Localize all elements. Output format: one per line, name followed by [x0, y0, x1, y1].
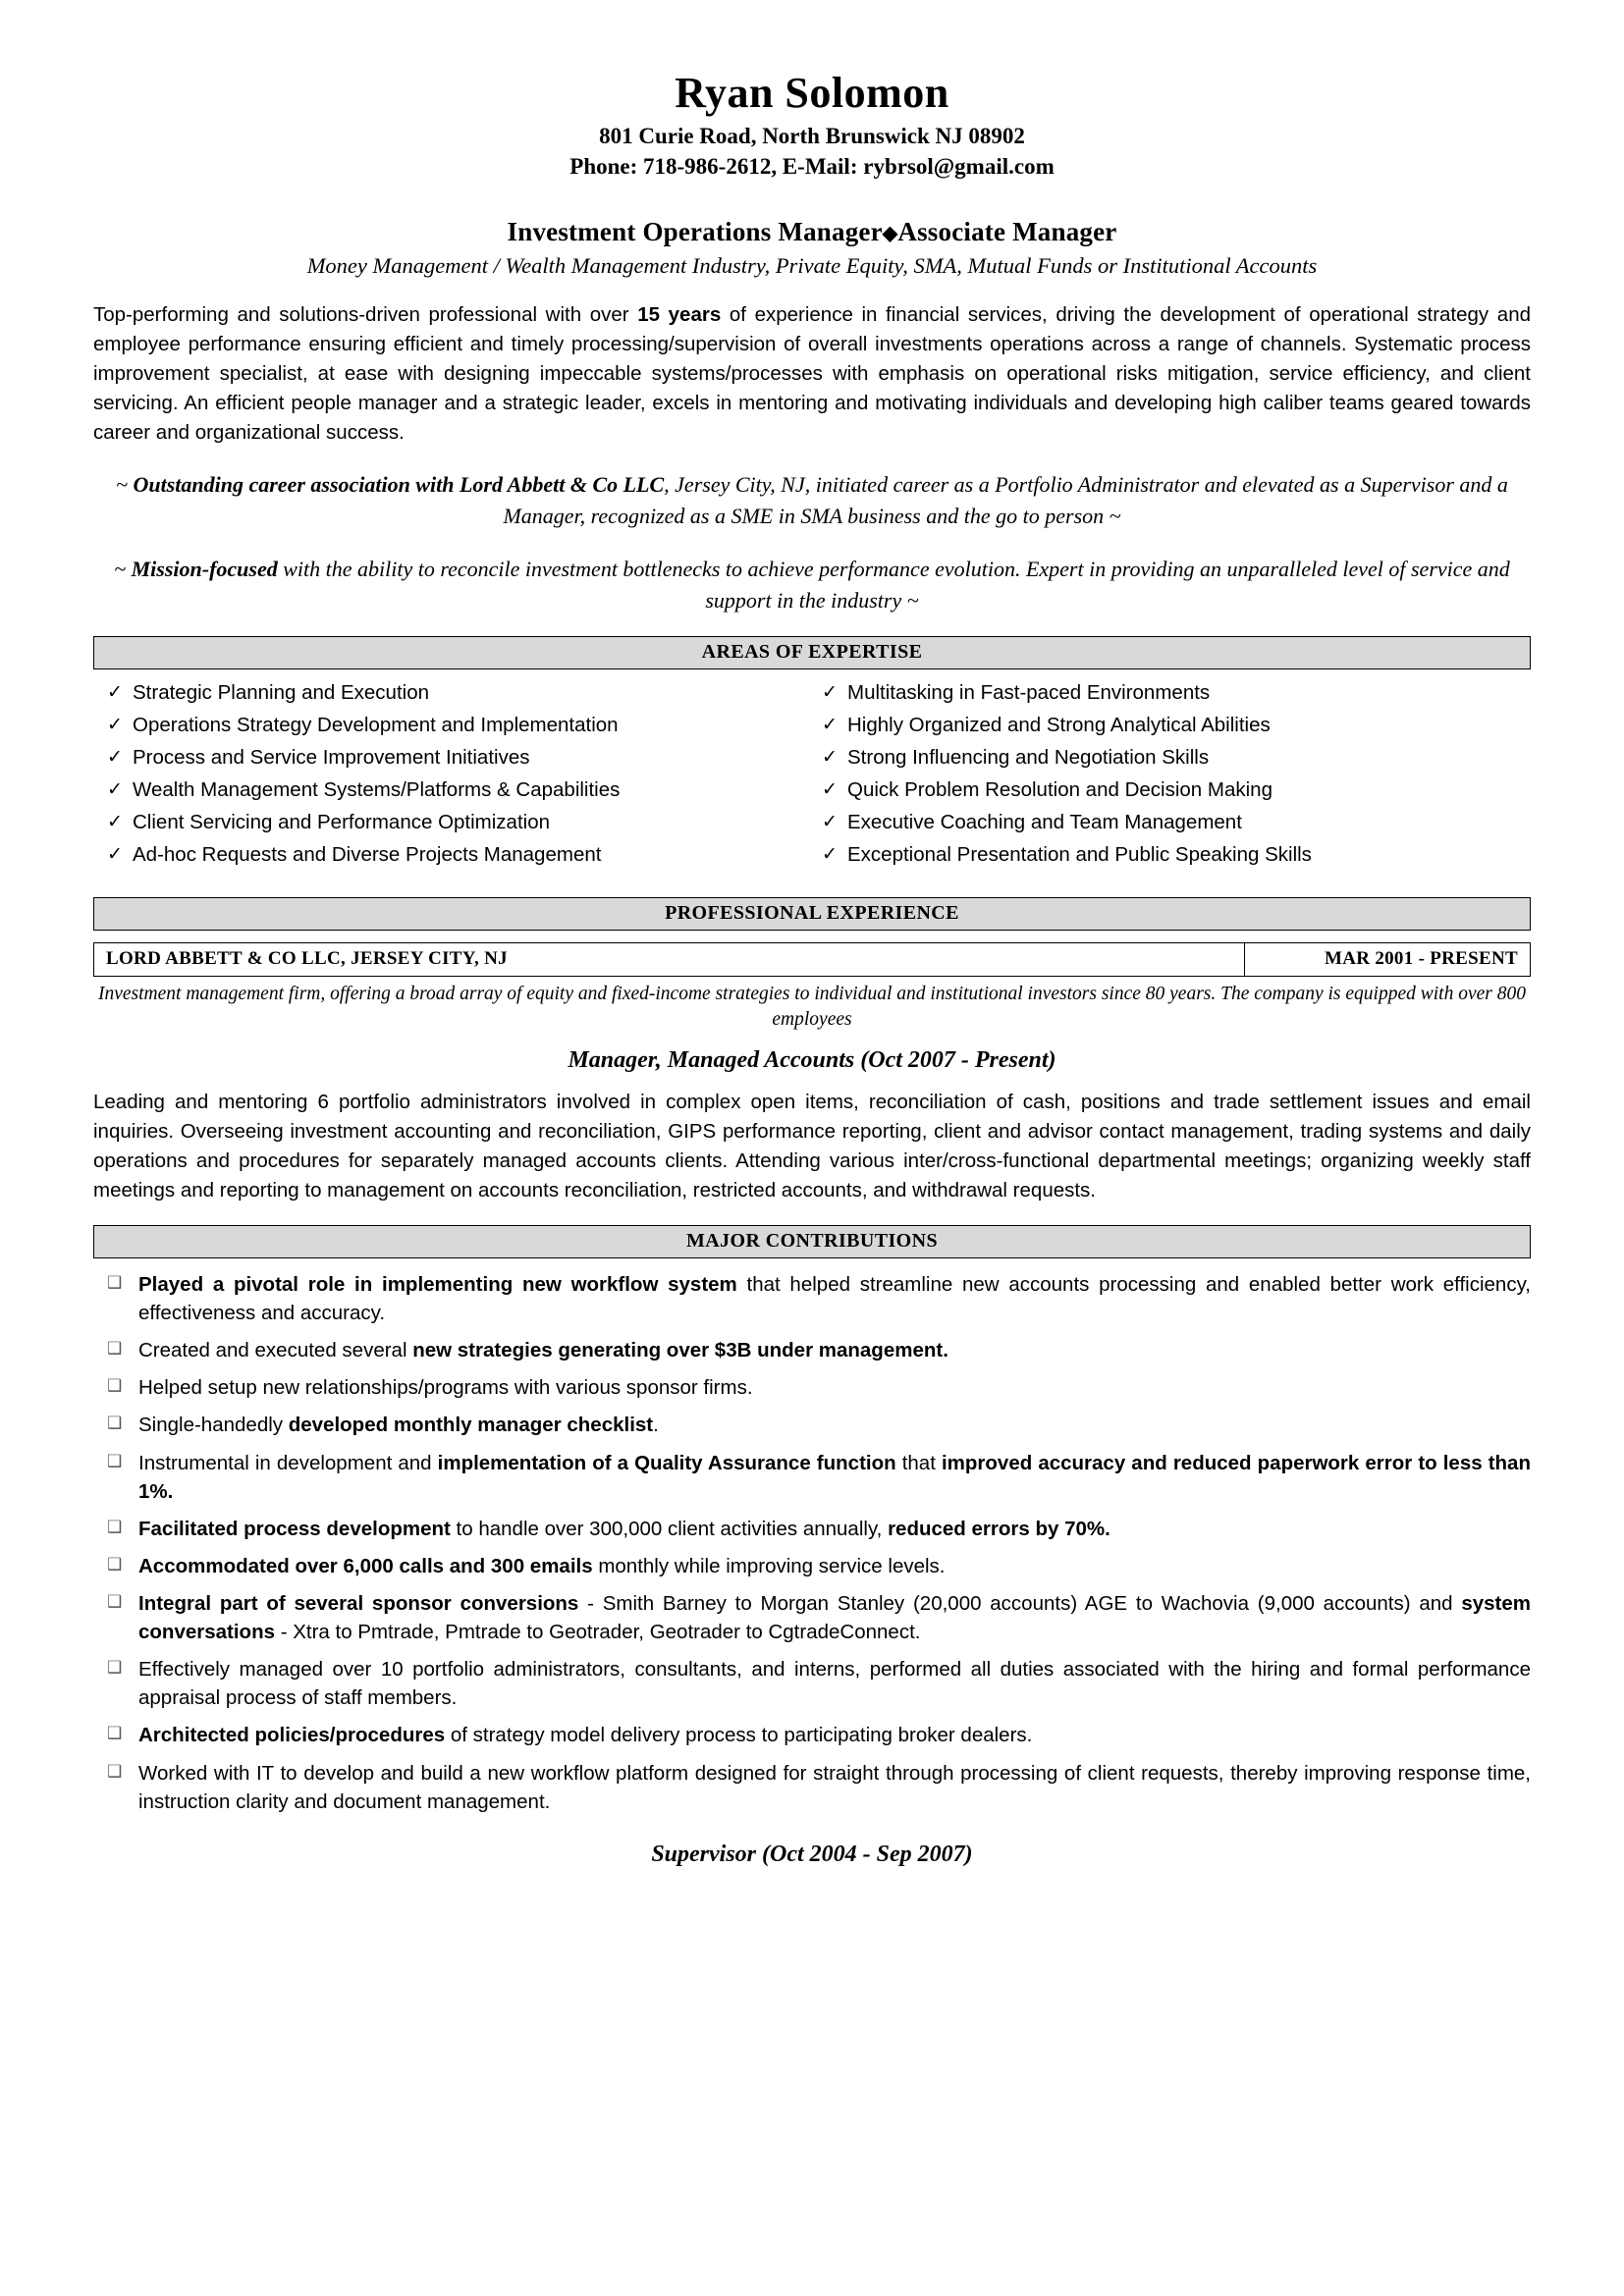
career-quote-2	[93, 554, 1531, 616]
list-item	[93, 1336, 1531, 1364]
summary-part-2: of experience in financial services, driving the development of operational strategy and employee performance ensuring efficient and timely processing/supervision of overall investments operations across a range of channels. Systematic process improvement specialist, at ease with designing impeccable systems/processes with emphasis on operational risks mitigation, service efficiency, and client servicing. An efficient people manager and a strategic leader, excels in mentoring and motivating individuals and developing high caliber teams geared towards career and organizational success.	[93, 302, 1531, 445]
expertise-label: Ad-hoc Requests and Diverse Projects Management	[133, 842, 602, 866]
list-item	[822, 810, 1531, 833]
contributions-list	[93, 1270, 1531, 1816]
expertise-label: Strategic Planning and Execution	[133, 680, 430, 704]
contribution-bold-mid: developed monthly manager checklist	[288, 1414, 654, 1437]
list-item	[822, 777, 1531, 801]
expertise-label: Strong Influencing and Negotiation Skills	[847, 745, 1210, 769]
bullet-icon: ❑	[107, 1761, 123, 1781]
list-item	[822, 680, 1531, 704]
list-item	[107, 777, 812, 801]
quote1-prefix: ~	[116, 472, 134, 498]
contribution-text	[138, 1270, 1531, 1327]
expertise-column-left	[93, 680, 812, 878]
candidate-name: Ryan Solomon	[675, 69, 949, 117]
expertise-list	[93, 680, 1531, 878]
bullet-icon: ❑	[107, 1376, 123, 1396]
contribution-bold-lead: Facilitated process development	[138, 1517, 451, 1540]
list-item	[93, 1589, 1531, 1646]
contribution-bold-mid: new strategies generating over $3B under management.	[412, 1339, 948, 1362]
diamond-icon: ◆	[882, 222, 898, 244]
contribution-text: Effectively managed over 10 portfolio administrators, consultants, and interns, performed all duties associated with the hiring and formal performance appraisal process of staff members.	[138, 1658, 1531, 1710]
check-icon: ✓	[822, 681, 838, 703]
headline	[93, 217, 1531, 247]
candidate-address: 801 Curie Road, North Brunswick NJ 08902	[599, 123, 1025, 148]
next-role-title: Supervisor (Oct 2004 - Sep 2007)	[651, 1841, 973, 1867]
list-item	[93, 1270, 1531, 1327]
employer-dates: MAR 2001 - PRESENT	[1325, 947, 1518, 969]
contribution-rest: that helped streamline new accounts processing and enabled better work efficiency, effectiveness and accuracy.	[138, 1273, 1531, 1325]
headline-right: Associate Manager	[897, 216, 1117, 246]
contribution-bold-mid: implementation of a Quality Assurance function	[437, 1451, 896, 1474]
check-icon: ✓	[822, 714, 838, 735]
contribution-rest: monthly while improving service levels.	[592, 1554, 946, 1577]
bullet-icon: ❑	[107, 1591, 123, 1611]
expertise-label: Wealth Management Systems/Platforms & Capabilities	[133, 777, 621, 801]
contribution-bold-lead: Played a pivotal role in implementing new workflow system	[138, 1273, 737, 1296]
contribution-bold-mid: system conversations	[138, 1591, 1531, 1644]
bullet-icon: ❑	[107, 1517, 123, 1536]
contribution-text: Helped setup new relationships/programs with various sponsor firms.	[138, 1376, 753, 1400]
contribution-text	[138, 1336, 1531, 1364]
list-item	[93, 1552, 1531, 1580]
contribution-end: - Xtra to Pmtrade, Pmtrade to Geotrader, Geotrader to CgtradeConnect.	[275, 1621, 921, 1644]
contribution-text	[138, 1515, 1531, 1543]
expertise-label: Highly Organized and Strong Analytical Abilities	[847, 713, 1271, 736]
list-item	[822, 745, 1531, 769]
expertise-label: Operations Strategy Development and Implementation	[133, 713, 619, 736]
contribution-rest: of strategy model delivery process to participating broker dealers.	[445, 1724, 1033, 1747]
list-item	[93, 1449, 1531, 1506]
contribution-bold-end: improved accuracy and reduced paperwork error to less than 1%.	[138, 1451, 1531, 1503]
contribution-end: .	[653, 1414, 659, 1437]
quote2-prefix: ~	[114, 557, 132, 582]
check-icon: ✓	[107, 681, 123, 703]
list-item	[93, 1515, 1531, 1543]
contribution-rest: to handle over 300,000 client activities annually,	[450, 1517, 889, 1540]
candidate-contact: Phone: 718-986-2612, E-Mail: rybrsol@gmail.com	[569, 153, 1055, 179]
expertise-label: Process and Service Improvement Initiatives	[133, 745, 530, 769]
check-icon: ✓	[107, 714, 123, 735]
career-quote-1	[93, 469, 1531, 532]
list-item	[93, 1655, 1531, 1712]
check-icon: ✓	[107, 811, 123, 832]
list-item	[107, 680, 812, 704]
contribution-bold-lead: Accommodated over 6,000 calls and 300 emails	[138, 1554, 593, 1577]
list-item	[93, 1373, 1531, 1402]
quote2-bold: Mission-focused	[131, 557, 278, 582]
expertise-label: Executive Coaching and Team Management	[847, 810, 1242, 833]
contribution-text: Worked with IT to develop and build a new workflow platform designed for straight through processing of client requests, thereby improving response time, instruction clarity and document management.	[138, 1761, 1531, 1813]
expertise-label: Quick Problem Resolution and Decision Making	[847, 777, 1272, 801]
quote1-rest: , Jersey City, NJ, initiated career as a Portfolio Administrator and elevated as a Supervisor and a Manager, recognized as a SME in SMA business and the go to person ~	[503, 472, 1508, 529]
list-item	[93, 1411, 1531, 1439]
contribution-text	[138, 1449, 1531, 1506]
check-icon: ✓	[107, 843, 123, 865]
contribution-rest: Single-handedly	[138, 1414, 289, 1437]
expertise-label: Client Servicing and Performance Optimization	[133, 810, 550, 833]
contribution-rest: Instrumental in development and	[138, 1451, 438, 1474]
employer-name: LORD ABBETT & CO LLC, JERSEY CITY, NJ	[94, 943, 1245, 976]
bullet-icon: ❑	[107, 1451, 123, 1470]
contribution-rest: - Smith Barney to Morgan Stanley (20,000 accounts) AGE to Wachovia (9,000 accounts) and	[578, 1591, 1462, 1615]
role-description: Leading and mentoring 6 portfolio administrators involved in complex open items, reconciliation of cash, positions and trade settlement issues and email inquiries. Overseeing investment accounting and reconciliation, GIPS performance reporting, client and advisor contact management, trading systems and daily operations and procedures for separately managed accounts clients. Attending various inter/cross-functional departmental meetings; organizing weekly staff meetings and reporting to management on accounts reconciliation, restricted accounts, and withdrawal requests.	[93, 1090, 1531, 1201]
bullet-icon: ❑	[107, 1339, 123, 1359]
section-header-areas-of-expertise: AREAS OF EXPERTISE	[93, 636, 1531, 669]
contribution-bold-mid: reduced errors by 70%.	[888, 1517, 1110, 1540]
contribution-bold-lead: Integral part of several sponsor conversions	[138, 1591, 579, 1615]
section-header-professional-experience: PROFESSIONAL EXPERIENCE	[93, 897, 1531, 931]
quote1-bold: Outstanding career association with Lord Abbett & Co LLC	[133, 472, 665, 498]
list-item	[93, 1759, 1531, 1816]
bullet-icon: ❑	[107, 1414, 123, 1433]
list-item	[107, 713, 812, 736]
list-item	[107, 842, 812, 866]
check-icon: ✓	[107, 746, 123, 768]
check-icon: ✓	[822, 746, 838, 768]
contribution-text	[138, 1411, 1531, 1439]
headline-subtitle: Money Management / Wealth Management Industry, Private Equity, SMA, Mutual Funds or Institutional Accounts	[306, 252, 1318, 278]
headline-left: Investment Operations Manager	[507, 216, 883, 246]
bullet-icon: ❑	[107, 1554, 123, 1574]
list-item	[822, 842, 1531, 866]
expertise-label: Exceptional Presentation and Public Speaking Skills	[847, 842, 1312, 866]
contribution-text	[138, 1589, 1531, 1646]
employer-row	[93, 942, 1531, 977]
expertise-label: Multitasking in Fast-paced Environments	[847, 680, 1211, 704]
section-header-major-contributions: MAJOR CONTRIBUTIONS	[93, 1225, 1531, 1258]
list-item	[822, 713, 1531, 736]
summary-paragraph	[93, 300, 1531, 449]
bullet-icon: ❑	[107, 1724, 123, 1743]
list-item	[107, 810, 812, 833]
quote2-rest: with the ability to reconcile investment bottlenecks to achieve performance evolution. Expert in providing an unparalleled level of service and support in the industry ~	[277, 557, 1510, 613]
expertise-column-right	[812, 680, 1531, 878]
check-icon: ✓	[822, 778, 838, 800]
contribution-text	[138, 1721, 1531, 1749]
contribution-text	[138, 1552, 1531, 1580]
employer-description: Investment management firm, offering a broad array of equity and fixed-income strategies to individual and institutional investors since 80 years. The company is equipped with over 800 employees	[98, 983, 1526, 1031]
bullet-icon: ❑	[107, 1273, 123, 1292]
check-icon: ✓	[822, 811, 838, 832]
bullet-icon: ❑	[107, 1658, 123, 1678]
list-item	[93, 1721, 1531, 1749]
summary-part-1: Top-performing and solutions-driven professional with over	[93, 302, 638, 326]
list-item	[107, 745, 812, 769]
check-icon: ✓	[107, 778, 123, 800]
summary-bold-years: 15 years	[637, 302, 722, 326]
check-icon: ✓	[822, 843, 838, 865]
contribution-rest: Created and executed several	[138, 1339, 413, 1362]
contribution-end: that	[895, 1451, 942, 1474]
role-title: Manager, Managed Accounts (Oct 2007 - Present)	[568, 1046, 1056, 1073]
contribution-bold-lead: Architected policies/procedures	[138, 1724, 446, 1747]
